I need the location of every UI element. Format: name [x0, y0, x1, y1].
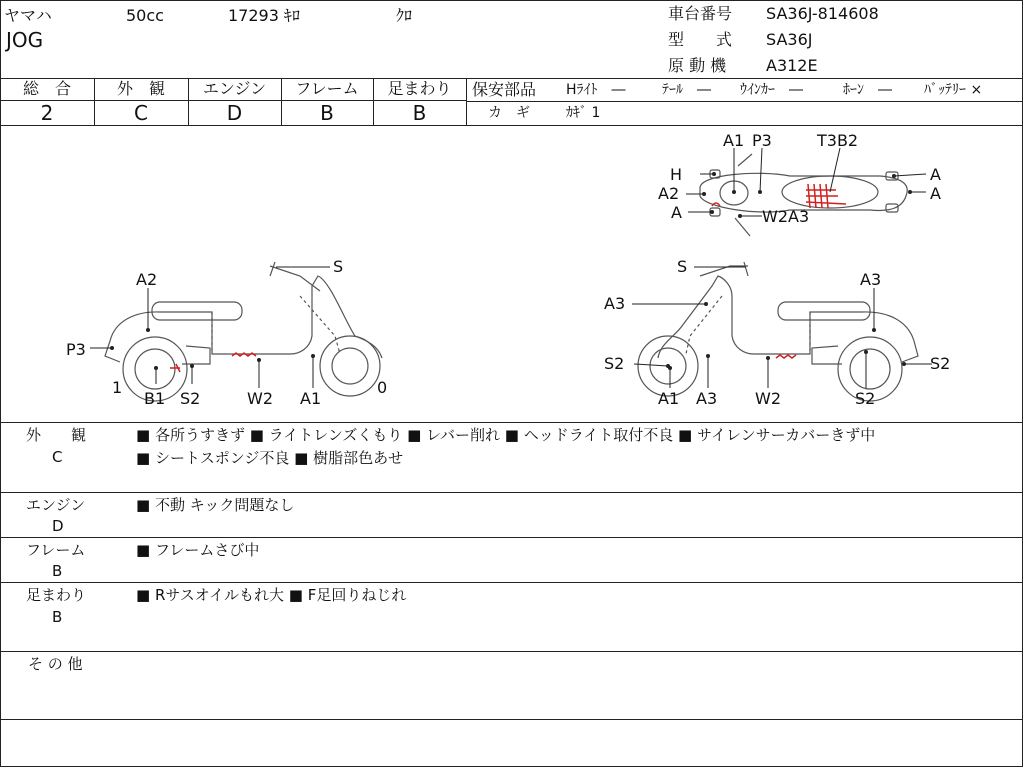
divider — [0, 719, 1023, 720]
section-grade: C — [52, 448, 63, 466]
note-line: ■ 不動 キック問題なし — [136, 496, 295, 514]
label-left-1: 1 — [112, 378, 123, 397]
label-top-h: H — [670, 165, 683, 184]
divider — [0, 582, 1023, 583]
label-top-t3b2: T3B2 — [817, 131, 859, 150]
divider — [466, 101, 1023, 102]
safety-headlight: Hﾗｲﾄ ― — [566, 82, 626, 98]
grade-engine: D — [226, 101, 243, 125]
label-top-a1: A1 — [723, 131, 745, 150]
label-left-p3: P3 — [66, 340, 86, 359]
frame-no: SA36J-814608 — [766, 4, 879, 23]
safety-winker: ｳｲﾝｶｰ ― — [740, 82, 803, 98]
section-title: そ の 他 — [28, 655, 83, 673]
safety-horn: ﾎｰﾝ ― — [843, 82, 892, 98]
engine-label: 原 動 機 — [668, 56, 727, 75]
label-right-s: S — [677, 257, 688, 276]
grade-suspension: B — [412, 101, 427, 125]
color: ｸﾛ — [396, 6, 413, 25]
divider — [466, 78, 467, 125]
label-left-s: S — [333, 257, 344, 276]
label-right-a3-top: A3 — [860, 270, 882, 289]
label-right-a3-bottom: A3 — [696, 389, 718, 408]
displacement: 50cc — [126, 6, 164, 25]
label-top-a2: A2 — [658, 184, 680, 203]
grade-header-exterior: 外 観 — [116, 79, 165, 98]
label-right-a1: A1 — [658, 389, 680, 408]
note-line: ■ Rサスオイルもれ大 ■ F足回りねじれ — [136, 586, 407, 604]
key-label: カ ギ — [488, 105, 530, 121]
label-right-a3-left: A3 — [604, 294, 626, 313]
section-title: 外 観 — [26, 426, 87, 444]
note-line: ■ フレームさび中 — [136, 541, 260, 559]
safety-battery: ﾊﾞｯﾃﾘｰ × — [924, 82, 983, 98]
label-left-a1: A1 — [300, 389, 322, 408]
safety-tail: ﾃｰﾙ ― — [662, 82, 711, 98]
divider — [0, 537, 1023, 538]
label-top-a-left: A — [671, 203, 682, 222]
frame-no-label: 車台番号 — [668, 4, 733, 23]
label-left-b1: B1 — [144, 389, 166, 408]
grade-header-overall: 総 合 — [22, 79, 71, 98]
grade-header-engine: エンジン — [202, 79, 267, 98]
key-value: ｶｷﾞ 1 — [566, 105, 601, 121]
mileage: 17293 ｷﾛ — [228, 6, 300, 25]
divider — [0, 492, 1023, 493]
type-label: 型 式 — [668, 30, 733, 49]
label-top-w2a3: W2A3 — [762, 207, 810, 226]
label-right-s2-right: S2 — [930, 354, 951, 373]
damage-marks — [170, 184, 846, 372]
divider — [0, 651, 1023, 652]
grade-exterior: C — [134, 101, 148, 125]
grade-header-frame: フレーム — [295, 79, 359, 98]
note-line: ■ 各所うすきず ■ ライトレンズくもり ■ レバー削れ ■ ヘッドライト取付不良 ■ サイレンサーカバーきず中 — [136, 426, 876, 444]
label-right-s2-left: S2 — [604, 354, 625, 373]
section-title: フレーム — [26, 541, 86, 559]
grade-header-suspension: 足まわり — [387, 79, 452, 98]
section-grade: B — [52, 608, 63, 626]
note-line: ■ シートスポンジ不良 ■ 樹脂部色あせ — [136, 449, 404, 467]
label-right-s2-bottom: S2 — [855, 389, 876, 408]
safety-label: 保安部品 — [472, 80, 537, 99]
label-left-w2: W2 — [247, 389, 273, 408]
section-grade: D — [52, 517, 64, 535]
label-left-a2: A2 — [136, 270, 158, 289]
label-top-a-right2: A — [930, 184, 941, 203]
section-title: 足まわり — [26, 586, 87, 604]
grade-overall: 2 — [40, 101, 54, 125]
type-value: SA36J — [766, 30, 813, 49]
label-top-p3: P3 — [752, 131, 772, 150]
grade-frame: B — [320, 101, 334, 125]
section-grade: B — [52, 562, 63, 580]
divider — [0, 422, 1023, 423]
label-right-w2: W2 — [755, 389, 781, 408]
model-name: JOG — [6, 28, 44, 52]
leader-lines — [90, 148, 932, 388]
section-title: エンジン — [26, 496, 86, 514]
engine-value: A312E — [766, 56, 818, 75]
label-left-0: 0 — [377, 378, 388, 397]
label-top-a-right1: A — [930, 165, 941, 184]
label-left-s2: S2 — [180, 389, 201, 408]
maker: ヤマハ — [4, 6, 52, 25]
